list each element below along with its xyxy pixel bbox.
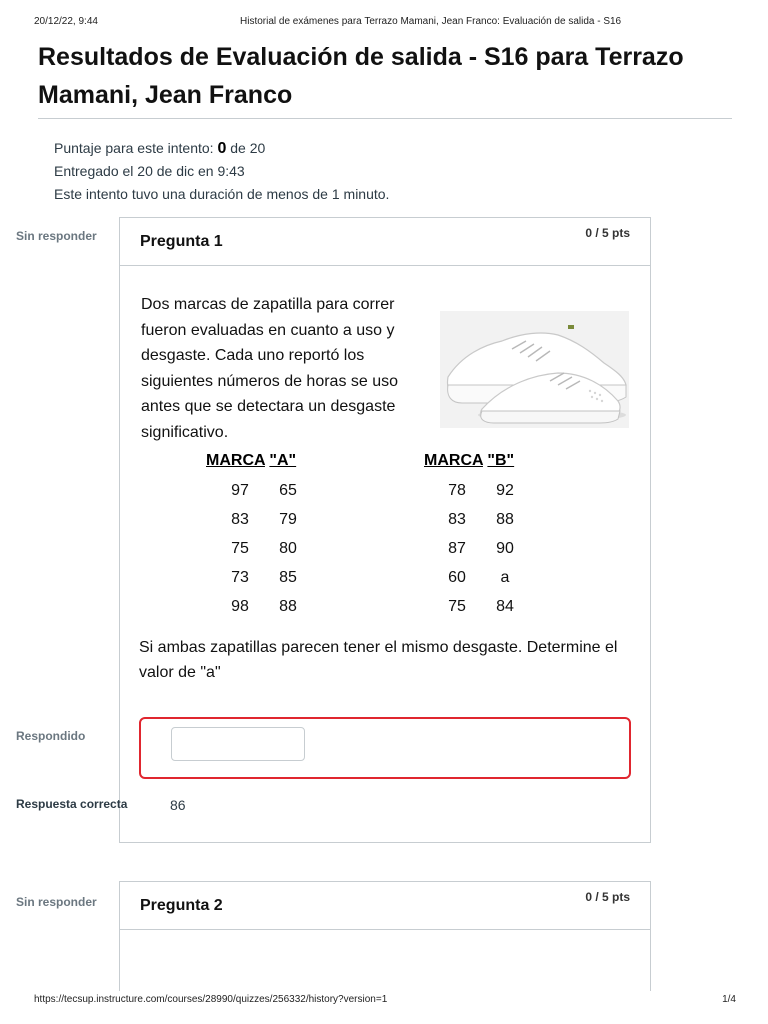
- page-title: Resultados de Evaluación de salida - S16 para Terrazo Mamani, Jean Franco: [38, 43, 684, 109]
- answer-container: [139, 717, 631, 779]
- brand-b-value: 75: [448, 598, 466, 615]
- submitted-line: Entregado el 20 de dic en 9:43: [54, 163, 245, 179]
- score-value: 0: [217, 140, 227, 157]
- page-url: https://tecsup.instructure.com/courses/28990/quizzes/256332/history?version=1: [34, 994, 388, 1005]
- brand-b-value: a: [500, 569, 510, 586]
- page-number: 1/4: [722, 994, 736, 1005]
- duration-line: Este intento tuvo una duración de menos de 1 minuto.: [54, 186, 390, 202]
- print-datetime: 20/12/22, 9:44: [34, 16, 98, 27]
- brand-a-value: 80: [279, 540, 297, 557]
- question1-name: Pregunta 1: [140, 233, 223, 250]
- correct-answer-value: 86: [170, 797, 186, 813]
- brand-b-quote: "B": [487, 452, 515, 469]
- brand-b-value: 87: [448, 540, 466, 557]
- score-total: de 20: [230, 140, 266, 156]
- brand-a-value: 79: [279, 511, 297, 528]
- brand-a-value: 83: [231, 511, 249, 528]
- question1-status-label: Sin responder: [16, 229, 97, 243]
- brand-b-value: 88: [496, 511, 514, 528]
- question2-card: [119, 881, 651, 991]
- brand-a-value: 65: [279, 482, 297, 499]
- print-document-title: Historial de exámenes para Terrazo Mamani, Jean Franco: Evaluación de salida - S16: [240, 16, 622, 27]
- brand-a-value: 73: [231, 569, 249, 586]
- sneaker-image: [440, 311, 629, 428]
- question1-points: 0 / 5 pts: [585, 226, 630, 240]
- brand-a-word: MARCA: [206, 452, 265, 469]
- question2-header: [120, 882, 650, 930]
- question1-header: [120, 218, 650, 266]
- brand-b-header: [424, 452, 514, 470]
- brand-b-value: 90: [496, 540, 514, 557]
- question2-status-label: Sin responder: [16, 895, 97, 909]
- brand-b-word: MARCA: [424, 452, 483, 469]
- brand-b-value: 84: [496, 598, 514, 615]
- question2-points: 0 / 5 pts: [585, 890, 630, 904]
- brand-a-value: 88: [279, 598, 297, 615]
- attempt-summary: [54, 138, 389, 207]
- brand-b-value: 78: [448, 482, 466, 499]
- title-divider: [38, 118, 732, 119]
- question2-name: Pregunta 2: [140, 897, 223, 914]
- question1-prompt: Si ambas zapatillas parecen tener el mismo desgaste. Determine el valor de "a": [139, 639, 618, 681]
- answer-input[interactable]: [171, 727, 305, 761]
- brand-b-value: 92: [496, 482, 514, 499]
- question1-text: Dos marcas de zapatilla para correr fueron evaluadas en cuanto a uso y desgaste. Cada uno reportó los siguientes números de horas se uso antes que se detectara un desgaste significativo.: [141, 296, 399, 441]
- brand-a-value: 85: [279, 569, 297, 586]
- brand-a-header: [206, 452, 296, 470]
- brand-a-quote: "A": [269, 452, 297, 469]
- score-label: Puntaje para este intento:: [54, 140, 214, 156]
- brand-a-value: 97: [231, 482, 249, 499]
- brand-b-value: 83: [448, 511, 466, 528]
- answered-label: Respondido: [16, 729, 86, 743]
- correct-answer-label: Respuesta correcta: [16, 797, 128, 811]
- brand-a-value: 98: [231, 598, 249, 615]
- brand-b-value: 60: [448, 569, 466, 586]
- score-line: [54, 138, 389, 161]
- brand-a-value: 75: [231, 540, 249, 557]
